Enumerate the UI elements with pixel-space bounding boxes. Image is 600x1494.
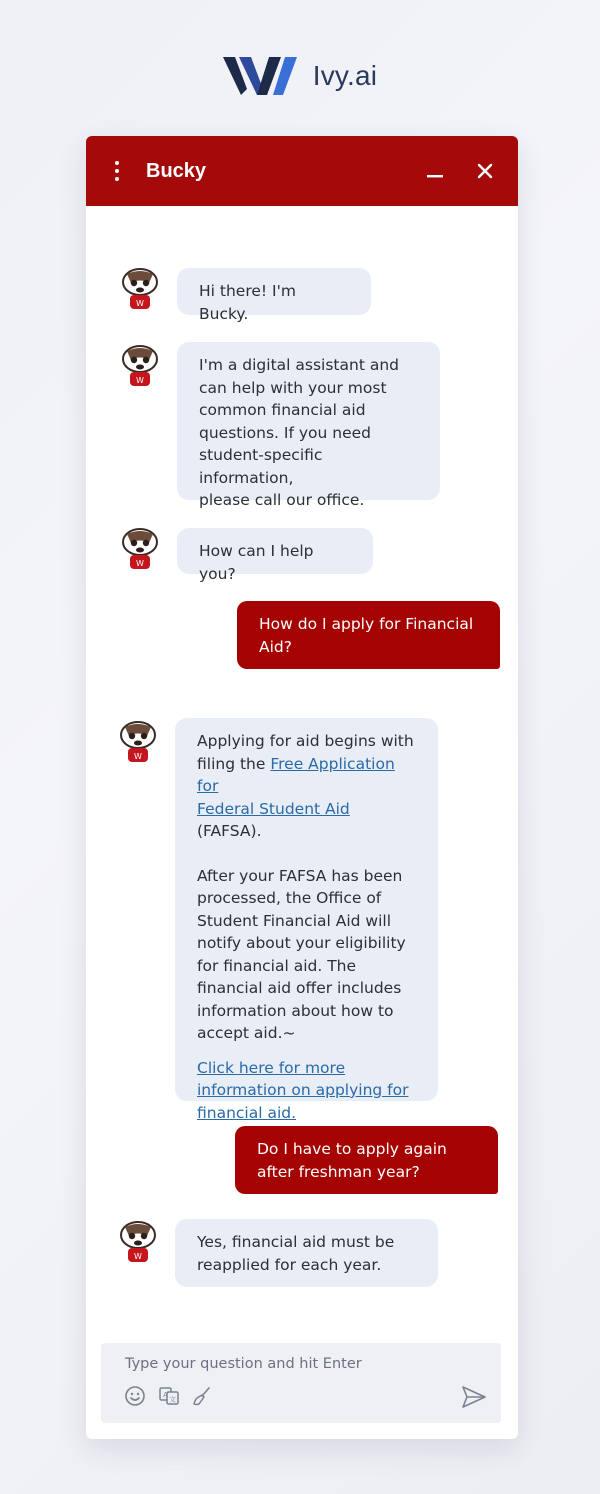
svg-text:文: 文 [169,1395,176,1404]
clear-brush-icon[interactable] [191,1385,213,1407]
fafsa-link[interactable]: Free Application for [197,754,395,795]
svg-text:W: W [136,376,144,385]
more-info-link[interactable]: financial aid. [197,1103,297,1122]
message-text: filing the [197,754,271,773]
message-text: Hi there! I'm Bucky. [199,282,296,323]
message-line: Yes, financial aid must be [197,1233,395,1251]
message-text: How can I help you? [199,542,314,583]
svg-text:W: W [136,299,144,308]
message-line: accept aid.~ [197,1024,296,1042]
message-line: How do I apply for Financial [259,615,474,633]
brand-name: Ivy.ai [312,60,378,91]
fafsa-link[interactable]: Federal Student Aid [197,799,350,818]
chat-widget [86,136,518,1439]
bucky-avatar-icon [118,266,162,316]
message-line: common financial aid [199,401,366,419]
message-list[interactable] [86,206,518,1336]
message-line: after freshman year? [257,1162,420,1181]
bucky-avatar-icon [116,1219,160,1269]
message-line: Aid? [259,637,292,656]
translate-icon[interactable] [158,1385,180,1407]
ivy-logo-icon [223,55,299,97]
message-line: After your FAFSA has been [197,866,403,885]
message-composer[interactable] [101,1343,501,1423]
message-line: information about how to [197,1001,394,1020]
chat-title: Bucky [146,159,207,182]
more-info-link[interactable]: information on applying for [197,1081,409,1099]
bot-message [175,718,438,1122]
message-line: Applying for aid begins with [197,732,414,750]
bot-message [177,268,371,323]
svg-text:W: W [136,559,144,568]
user-message [235,1126,498,1194]
send-icon[interactable] [461,1385,487,1409]
bot-message [177,342,440,509]
message-line: Do I have to apply again [257,1140,447,1158]
emoji-icon[interactable] [124,1385,146,1407]
message-line: can help with your most [199,378,387,397]
message-line: for financial aid. The [197,956,357,975]
message-line: questions. If you need [199,423,371,442]
bot-message [175,1219,438,1287]
close-icon [477,163,493,179]
message-line: please call our office. [199,491,365,509]
more-info-link[interactable]: Click here for more [197,1058,346,1077]
bot-message [177,528,373,583]
bucky-avatar-icon [118,526,162,576]
message-line: processed, the Office of [197,889,382,907]
chat-header [86,136,518,206]
message-text: (FAFSA). [197,822,262,840]
message-line: Student Financial Aid will [197,911,392,930]
svg-text:A: A [163,1391,168,1399]
close-button[interactable] [472,158,498,184]
message-line: financial aid offer includes [197,979,402,997]
message-line: student-specific information, [199,446,323,487]
message-line: I'm a digital assistant and [199,356,399,374]
svg-text:W: W [134,1252,142,1261]
brand-header [0,55,600,97]
message-line [197,753,416,798]
message-input[interactable]: Type your question and hit Enter [125,1356,362,1372]
minimize-button[interactable] [422,158,448,184]
minimize-icon [426,162,444,180]
user-message [237,601,500,669]
message-line [197,798,416,843]
bucky-avatar-icon [118,343,162,393]
message-line: notify about your eligibility [197,934,406,952]
bucky-avatar-icon [116,719,160,769]
svg-text:W: W [134,752,142,761]
kebab-menu-icon[interactable] [110,161,124,181]
message-line: reapplied for each year. [197,1255,382,1274]
